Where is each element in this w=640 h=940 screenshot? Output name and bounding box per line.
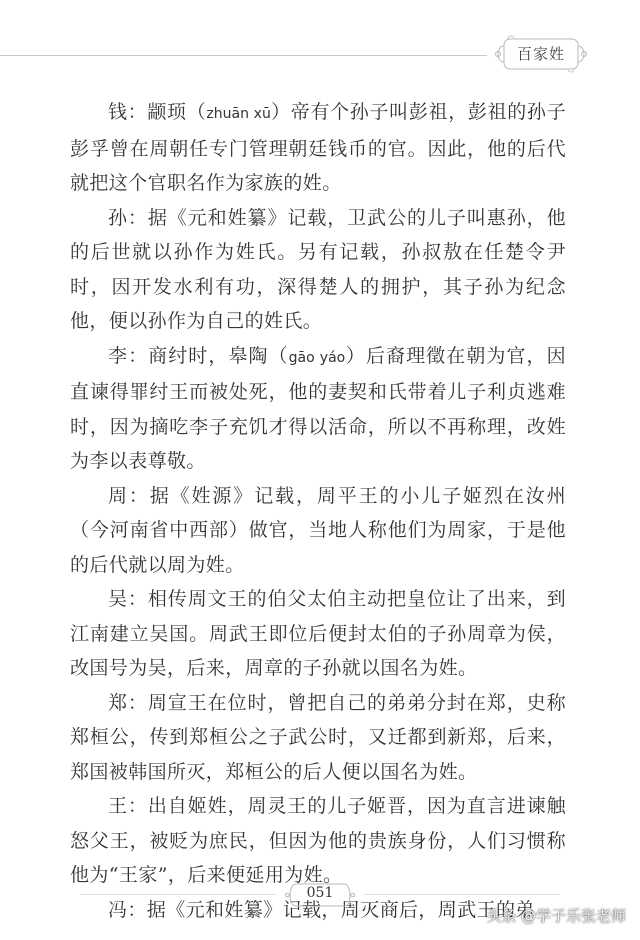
book-title-badge [492,33,590,75]
entry-text: 李：商纣时，皋陶（ [108,344,289,367]
entry-text-continued: ）帝有个孙子叫彭祖，彭祖的孙子彭孚曾在周朝任专门管理朝廷钱币的官。因此，他的后代就把这个官职名作为家族的姓。 [70,101,566,194]
entry-text: 孙：据《元和姓纂》记载，卫武公的儿子叫惠孙，他的后世就以孙作为姓氏。另有记载，孙叔敖在任楚令尹时，因开发水利有功，深得楚人的拥护，其子孙为纪念他，便以孙作为自己的姓氏。 [70,206,566,332]
pinyin-annotation: gāo yáo [288,349,346,366]
page-number: 051 [306,885,334,901]
surname-entry-li [70,339,566,479]
book-title: 百家姓 [516,45,565,63]
footer-rule-left [80,894,276,895]
surname-entry-zhou [70,479,566,583]
watermark-label: 头条 @学子乐张老师 [486,907,626,925]
surname-entry-wu [70,582,566,686]
article-body [70,95,566,927]
entry-text: 郑：周宣王在位时，曾把自己的弟弟分封在郑，史称郑桓公，传到郑桓公之子武公时，又迁都到新郑，后来，郑国被韩国所灭，郑桓公的后人便以国名为姓。 [70,691,566,783]
entry-text: 周：据《姓源》记载，周平王的小儿子姬烈在汝州（今河南省中西部）做官，当地人称他们为周家，于是他的后代就以周为姓。 [70,484,566,576]
pinyin-annotation: zhuān xū [206,106,271,122]
surname-entry-qian [70,95,566,201]
entry-text: 钱：颛顼（ [108,101,207,123]
page-number-badge [282,880,358,910]
surname-entry-wang [70,789,566,893]
page-header [0,0,640,80]
entry-text: 冯：据《元和姓纂》记载，周灭商后，周武王的弟 [108,898,535,921]
entry-text: 吴：相传周文王的伯父太伯主动把皇位让了出来，到江南建立吴国。周武王即位后便封太伯的子孙周章为侯，改国号为吴，后来，周章的子孙就以国名为姓。 [70,588,566,679]
header-rule [0,55,487,56]
footer-rule-right [364,894,560,895]
surname-entry-sun [70,201,566,339]
entry-text: 王：出自姬姓，周灵王的儿子姬晋，因为直言进谏触怒父王，被贬为庶民，但因为他的贵族身份，人们习惯称他为“王家”，后来便延用为姓。 [70,795,566,886]
surname-entry-zheng [70,686,566,790]
entry-text-continued: ）后裔理徵在朝为官，因直谏得罪纣王而被处死，他的妻契和氏带着儿子利贞逃难时，因为摘吃李子充饥才得以活命，所以不再称理，改姓为李以表尊敬。 [70,344,567,472]
